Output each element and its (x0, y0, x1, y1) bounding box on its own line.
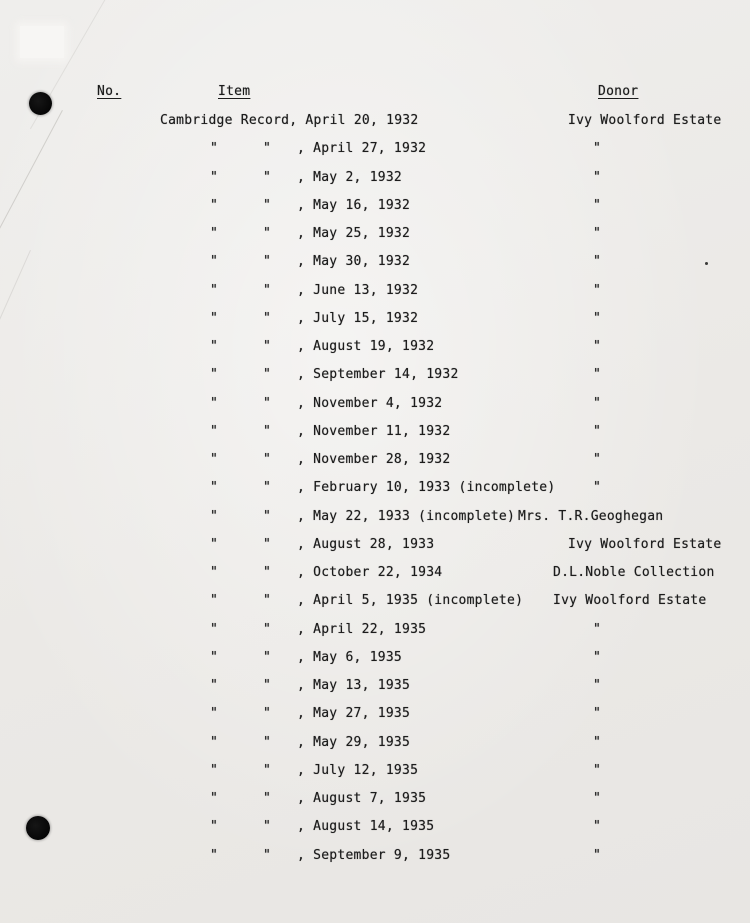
donor-text: Ivy Woolford Estate (568, 113, 722, 128)
ditto-mark: " (263, 508, 272, 524)
ditto-mark: " (210, 536, 219, 552)
ditto-mark: " (263, 310, 272, 326)
ditto-mark: " (263, 791, 272, 806)
ditto-mark: " (263, 734, 272, 750)
date-text: , May 22, 1933 (incomplete) (297, 508, 516, 524)
ditto-mark: " (263, 536, 272, 552)
ditto-mark: " (210, 480, 219, 496)
ditto-mark: " (210, 678, 219, 693)
ditto-mark: " (210, 649, 219, 665)
ditto-mark: " (263, 169, 272, 185)
donor-text: " (593, 621, 602, 637)
donor-text: D.L.Noble Collection (553, 565, 715, 580)
donor-text: " (593, 706, 602, 722)
record-row (0, 422, 750, 450)
ditto-mark: " (210, 762, 219, 778)
ditto-mark: " (210, 565, 219, 580)
column-header-no: No. (97, 84, 122, 99)
ditto-mark: " (210, 310, 219, 326)
ditto-mark: " (263, 395, 272, 411)
date-text: , May 30, 1932 (297, 254, 411, 270)
ditto-mark: " (263, 819, 272, 835)
ditto-mark: " (263, 423, 272, 439)
ditto-mark: " (210, 282, 219, 298)
record-row (0, 365, 750, 393)
date-text: , November 11, 1932 (297, 423, 451, 439)
record-row (0, 224, 750, 252)
date-text: , September 9, 1935 (297, 847, 451, 863)
date-text: , May 6, 1935 (297, 649, 402, 665)
ditto-mark: " (263, 141, 272, 157)
record-row (0, 337, 750, 365)
ditto-mark: " (210, 197, 219, 213)
record-row (0, 394, 750, 422)
date-text: , September 14, 1932 (297, 367, 459, 383)
ditto-mark: " (210, 339, 219, 354)
ditto-mark: " (263, 706, 272, 722)
record-row (0, 733, 750, 761)
date-text: , April 22, 1935 (297, 621, 427, 637)
record-row (0, 704, 750, 732)
ditto-mark: " (263, 593, 272, 609)
donor-text: Ivy Woolford Estate (553, 593, 707, 609)
donor-text: Ivy Woolford Estate (568, 536, 722, 552)
ditto-mark: " (210, 367, 219, 383)
donor-text: " (593, 847, 602, 863)
record-row (0, 620, 750, 648)
record-row (0, 478, 750, 506)
date-text: , May 16, 1932 (297, 197, 411, 213)
date-text: , April 27, 1932 (297, 141, 427, 157)
ditto-mark: " (210, 423, 219, 439)
ditto-mark: " (263, 649, 272, 665)
ditto-mark: " (263, 762, 272, 778)
ditto-mark: " (263, 367, 272, 383)
ditto-mark: " (210, 791, 219, 806)
donor-text: " (593, 226, 602, 241)
ditto-mark: " (263, 847, 272, 863)
ditto-mark: " (263, 621, 272, 637)
donor-text: " (593, 254, 602, 270)
record-row (0, 450, 750, 478)
ditto-mark: " (210, 169, 219, 185)
donor-text: " (593, 367, 602, 383)
record-row (0, 111, 750, 139)
ditto-mark: " (263, 197, 272, 213)
date-text: , November 28, 1932 (297, 452, 451, 467)
table-header (0, 84, 750, 104)
ditto-mark: " (210, 593, 219, 609)
record-row (0, 139, 750, 167)
donor-text: " (593, 141, 602, 157)
date-text: , April 5, 1935 (incomplete) (297, 593, 524, 609)
record-row (0, 761, 750, 789)
date-text: , August 19, 1932 (297, 339, 435, 354)
donor-text: " (593, 310, 602, 326)
record-row (0, 196, 750, 224)
record-row (0, 281, 750, 309)
donor-text: " (593, 395, 602, 411)
donor-text: " (593, 169, 602, 185)
record-row (0, 252, 750, 280)
donor-text: " (593, 452, 602, 467)
date-text: , October 22, 1934 (297, 565, 443, 580)
donor-text: " (593, 762, 602, 778)
ditto-mark: " (210, 847, 219, 863)
donor-text: " (593, 734, 602, 750)
donor-text: " (593, 791, 602, 806)
donor-text: " (593, 282, 602, 298)
record-list (0, 111, 750, 874)
ditto-mark: " (263, 254, 272, 270)
record-row (0, 535, 750, 563)
ditto-mark: " (263, 282, 272, 298)
ditto-mark: " (263, 565, 272, 580)
date-text: , February 10, 1933 (incomplete) (297, 480, 556, 496)
date-text: , July 15, 1932 (297, 310, 419, 326)
date-text: , June 13, 1932 (297, 282, 419, 298)
date-text: , May 13, 1935 (297, 678, 411, 693)
record-row (0, 846, 750, 874)
ditto-mark: " (210, 452, 219, 467)
record-row (0, 309, 750, 337)
ditto-mark: " (210, 819, 219, 835)
record-row (0, 676, 750, 704)
ditto-mark: " (210, 141, 219, 157)
ditto-mark: " (210, 508, 219, 524)
donor-text: " (593, 819, 602, 835)
record-row (0, 789, 750, 817)
record-row (0, 507, 750, 535)
ditto-mark: " (263, 678, 272, 693)
date-text: , July 12, 1935 (297, 762, 419, 778)
column-header-donor: Donor (598, 84, 639, 99)
donor-text: " (593, 678, 602, 693)
date-text: , August 7, 1935 (297, 791, 427, 806)
date-text: , November 4, 1932 (297, 395, 443, 411)
record-row (0, 817, 750, 845)
date-text: , August 28, 1933 (297, 536, 435, 552)
record-row (0, 168, 750, 196)
donor-text: Mrs. T.R.Geoghegan (518, 508, 664, 524)
ditto-mark: " (210, 226, 219, 241)
donor-text: " (593, 423, 602, 439)
item-text: Cambridge Record, April 20, 1932 (160, 113, 419, 128)
column-header-item: Item (218, 84, 251, 99)
ditto-mark: " (263, 339, 272, 354)
ditto-mark: " (210, 621, 219, 637)
ditto-mark: " (210, 395, 219, 411)
date-text: , May 27, 1935 (297, 706, 411, 722)
scan-artifact-patch (20, 26, 64, 58)
date-text: , May 29, 1935 (297, 734, 411, 750)
ditto-mark: " (210, 254, 219, 270)
date-text: , May 25, 1932 (297, 226, 411, 241)
donor-text: " (593, 197, 602, 213)
ditto-mark: " (263, 226, 272, 241)
record-row (0, 591, 750, 619)
date-text: , August 14, 1935 (297, 819, 435, 835)
ditto-mark: " (263, 452, 272, 467)
donor-text: " (593, 339, 602, 354)
donor-text: " (593, 480, 602, 496)
record-row (0, 563, 750, 591)
ditto-mark: " (263, 480, 272, 496)
ditto-mark: " (210, 706, 219, 722)
record-row (0, 648, 750, 676)
donor-text: " (593, 649, 602, 665)
date-text: , May 2, 1932 (297, 169, 402, 185)
ditto-mark: " (210, 734, 219, 750)
